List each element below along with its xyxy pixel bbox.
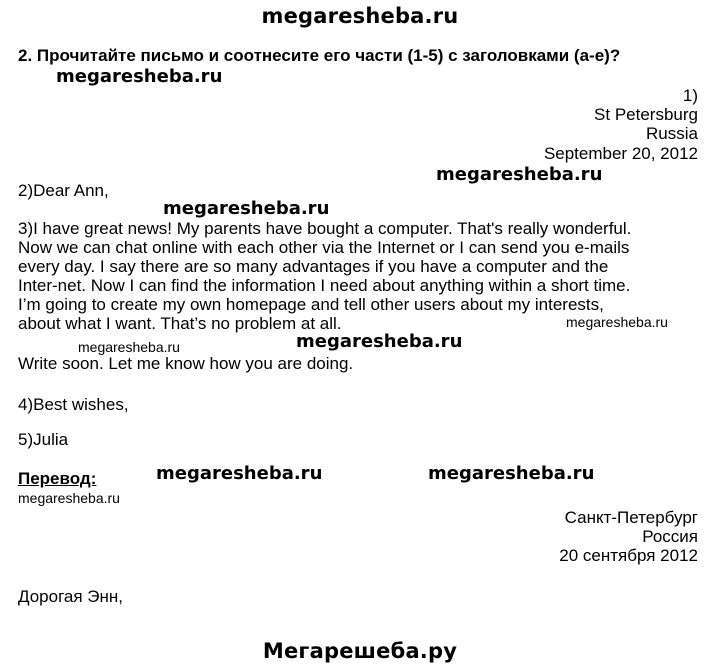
letter-body-line: Inter-net. Now I can find the information I need about anything within a short time. (18, 276, 631, 295)
letter-greeting: 2)Dear Ann, (18, 181, 109, 200)
letter-body-line: I’m going to create my own homepage and tell other users about my interests, (18, 295, 604, 314)
translation-date: 20 сентября 2012 (559, 546, 698, 565)
watermark-bottom: Мегарешеба.ру (262, 639, 458, 663)
letter-body-line: about what I want. That’s no problem at all. (18, 314, 342, 333)
letter-date: September 20, 2012 (543, 144, 698, 163)
letter-closing-line: Write soon. Let me know how you are doing. (18, 354, 354, 373)
watermark-mid-left: megaresheba.ru (163, 198, 330, 219)
watermark-mid-center: megaresheba.ru (296, 331, 463, 352)
task-heading: 2. Прочитайте письмо и соотнесите его части (1-5) с заголовками (a-e)? (18, 46, 621, 65)
watermark-top: megaresheba.ru (261, 4, 459, 28)
watermark-translation-left: megaresheba.ru (156, 463, 323, 484)
watermark-translation-right: megaresheba.ru (428, 463, 595, 484)
letter-country: Russia (646, 124, 698, 143)
watermark-under-task: megaresheba.ru (56, 66, 223, 87)
letter-signature: 5)Julia (18, 430, 69, 449)
letter-body-line: Now we can chat online with each other via the Internet or I can send you e-mails (18, 238, 630, 257)
letter-body-line: 3)I have great news! My parents have bought a computer. That's really wonderful. (18, 219, 632, 238)
translation-greeting: Дорогая Энн, (18, 587, 123, 606)
watermark-small-left: megaresheba.ru (78, 339, 180, 355)
translation-country: Россия (642, 527, 698, 546)
watermark-small-right: megaresheba.ru (566, 314, 668, 330)
watermark-translation-small: megaresheba.ru (18, 490, 120, 506)
letter-city: St Petersburg (594, 105, 698, 124)
letter-body-line: every day. I say there are so many advantages if you have a computer and the (18, 257, 609, 276)
translation-heading: Перевод: (18, 469, 97, 488)
letter-part-1-label: 1) (682, 86, 698, 105)
letter-sign-off: 4)Best wishes, (18, 395, 129, 414)
translation-city: Санкт-Петербург (564, 508, 698, 527)
watermark-mid-right: megaresheba.ru (436, 164, 603, 185)
